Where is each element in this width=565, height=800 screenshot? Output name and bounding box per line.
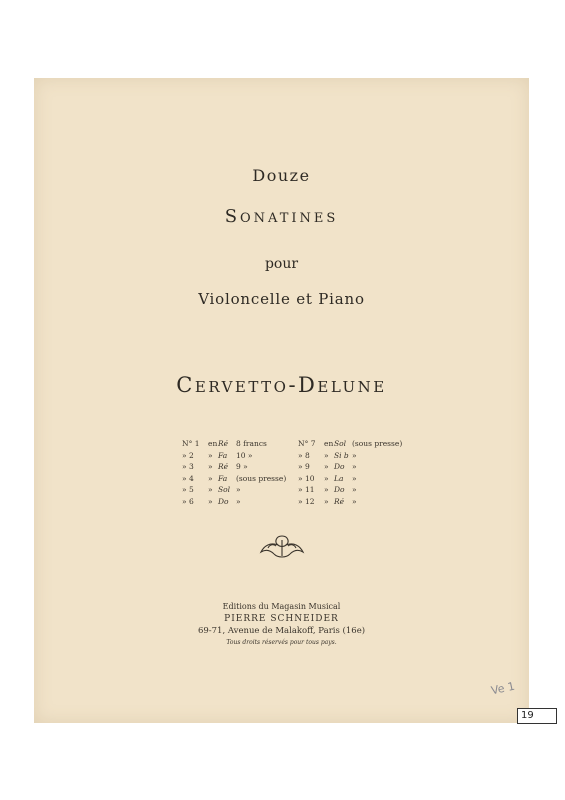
catalog-entry (298, 496, 402, 508)
catalog-column-right (298, 438, 402, 507)
catalog-entry (298, 484, 402, 496)
archive-label: 19 (517, 708, 557, 724)
publisher-edition: Editions du Magasin Musical (222, 602, 341, 611)
catalog-entry (298, 450, 402, 462)
catalog-price: (sous presse) (352, 439, 403, 448)
catalog-key: Ré (218, 439, 229, 448)
catalog-price: » (352, 473, 357, 483)
catalog-no: » 9 (298, 462, 310, 471)
catalog-en: » (324, 496, 329, 506)
rights-notice: Tous droits réservés pour tous pays. (226, 639, 337, 646)
catalog-entry (182, 496, 286, 508)
catalog-price: » (352, 462, 357, 471)
catalog-price: » (236, 496, 241, 506)
catalog-key: Ré (334, 496, 345, 506)
catalog-entry (298, 473, 402, 485)
decorative-ornament-icon (258, 532, 306, 560)
title-line-pour: pour (264, 256, 299, 272)
publisher-address: 69-71, Avenue de Malakoff, Paris (16e) (197, 626, 366, 636)
catalog-no: » 11 (298, 485, 315, 494)
catalog-en: » (324, 473, 329, 483)
catalog-en: » (208, 485, 213, 494)
catalog-entry (182, 438, 286, 450)
catalog-key: Ré (218, 462, 229, 471)
catalog-entry (298, 461, 402, 473)
catalog-price: » (352, 485, 357, 494)
catalog-price: » (352, 496, 357, 506)
catalog-no: » 2 (182, 450, 194, 460)
title-line-sonatines: Sonatines (224, 206, 339, 227)
catalog-entry (182, 473, 286, 485)
catalog-en: » (208, 473, 213, 483)
catalog-entry (182, 461, 286, 473)
title-page (34, 78, 529, 723)
catalog-price: » (352, 450, 357, 460)
catalog-price: 9 » (236, 462, 248, 471)
catalog-en: » (208, 450, 213, 460)
catalog-no: » 10 (298, 473, 315, 483)
pencil-annotation: Ve 1 (489, 679, 517, 698)
catalog-price: 8 francs (236, 439, 267, 448)
catalog-en: en (324, 439, 334, 448)
catalog-key: Sol (334, 439, 347, 448)
catalog-entry (182, 484, 286, 496)
catalog-en: » (324, 485, 329, 494)
catalog-en: » (324, 462, 329, 471)
catalog-en: » (324, 450, 329, 460)
catalog-column-left (182, 438, 286, 507)
catalog-no: » 4 (182, 473, 194, 483)
catalog-no: N° 1 (182, 439, 200, 448)
catalog-key: Si b (334, 450, 349, 460)
catalog-key: Fa (218, 450, 228, 460)
catalog-entry (298, 438, 402, 450)
composer-name: Cervetto-Delune (176, 373, 387, 397)
publisher-name: PIERRE SCHNEIDER (224, 614, 339, 624)
catalog-key: Fa (218, 473, 228, 483)
catalog-no: » 12 (298, 496, 315, 506)
title-line-douze: Douze (252, 166, 311, 185)
catalog-entry (182, 450, 286, 462)
catalog-no: » 8 (298, 450, 310, 460)
catalog-no: » 6 (182, 496, 194, 506)
catalog-price: » (236, 485, 241, 494)
catalog-key: Do (334, 485, 345, 494)
catalog-price: 10 » (236, 450, 253, 460)
catalog-key: Do (218, 496, 229, 506)
catalog-key: Sol (218, 485, 231, 494)
catalog-price: (sous presse) (236, 473, 287, 483)
catalog-en: » (208, 496, 213, 506)
title-line-instruments: Violoncelle et Piano (198, 290, 365, 308)
catalog-en: » (208, 462, 213, 471)
catalog-no: » 3 (182, 462, 194, 471)
catalog-en: en (208, 439, 218, 448)
catalog-key: La (334, 473, 344, 483)
catalog-no: N° 7 (298, 439, 316, 448)
catalog-no: » 5 (182, 485, 194, 494)
catalog-key: Do (334, 462, 345, 471)
